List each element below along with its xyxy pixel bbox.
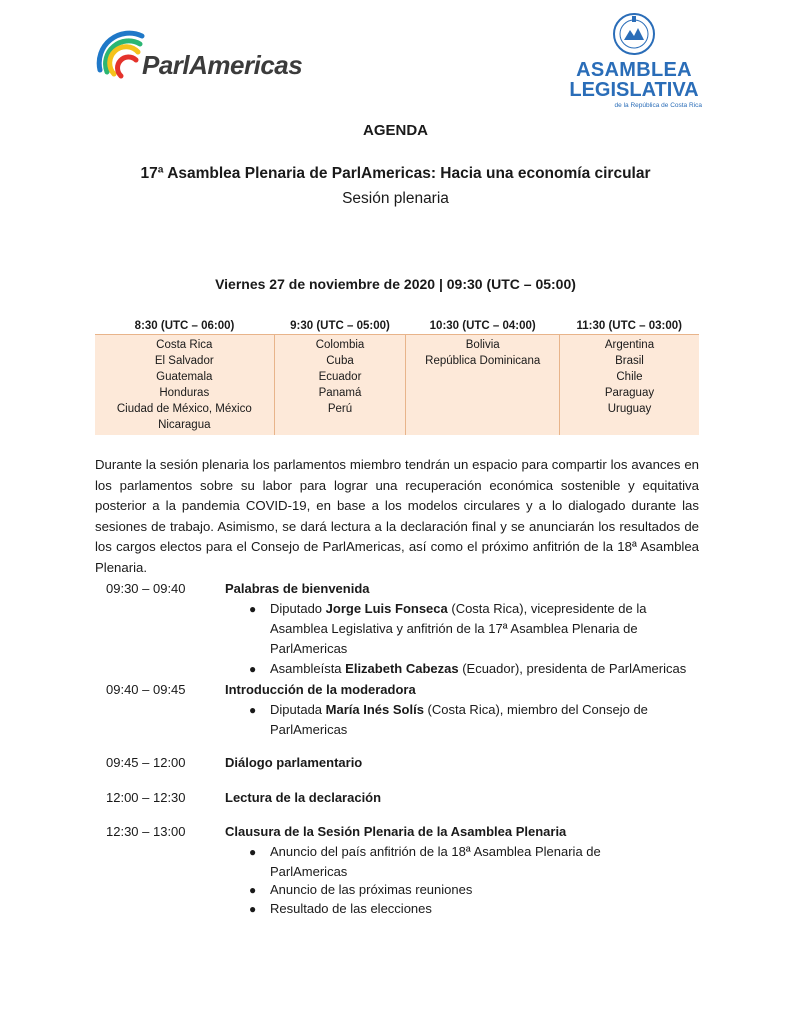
schedule-title: Diálogo parlamentario (225, 755, 363, 770)
schedule-time: 09:40 – 09:45 (106, 682, 186, 697)
schedule-time: 09:30 – 09:40 (106, 581, 186, 596)
event-subtitle: Sesión plenaria (342, 190, 449, 207)
bullet-text: (Costa Rica), miembro del Consejo de (423, 702, 648, 717)
country: El Salvador (154, 354, 214, 367)
parlamericas-logo-text: ParlAmericas (142, 50, 303, 80)
event-date: Viernes 27 de noviembre de 2020 | 09:30 (UTC – 05:00) (215, 276, 576, 292)
parlamericas-logo (94, 30, 324, 94)
speaker-name: Elizabeth Cabezas (345, 661, 459, 676)
country: Nicaragua (158, 418, 211, 431)
bullet-text: Resultado de las elecciones (270, 901, 432, 916)
bullet-icon: ● (249, 902, 257, 916)
bullet-icon: ● (249, 602, 257, 616)
country: Costa Rica (156, 338, 213, 351)
timezone-countries (559, 334, 699, 435)
country: Chile (616, 370, 643, 383)
schedule-bullet (270, 700, 700, 740)
country: Perú (327, 402, 353, 415)
bullet-text: (Ecuador), presidenta de ParlAmericas (458, 661, 687, 676)
country: Ecuador (318, 370, 362, 383)
schedule-time: 12:00 – 12:30 (106, 790, 186, 805)
schedule-bullet (270, 899, 700, 919)
schedule-time: 12:30 – 13:00 (106, 824, 186, 839)
asamblea-legislativa-logo (566, 10, 702, 114)
bullet-text: Asamblea Legislativa y anfitrión de la 17ª Asamblea Plenaria de (270, 621, 638, 636)
agenda-heading: AGENDA (362, 122, 428, 139)
logo-line-legislativa: LEGISLATIVA (569, 79, 699, 101)
country: Bolivia (465, 338, 500, 351)
bullet-text: Diputada (270, 702, 326, 717)
schedule-title: Lectura de la declaración (225, 790, 382, 805)
country: República Dominicana (425, 354, 541, 367)
bullet-icon: ● (249, 703, 257, 717)
bullet-text: ParlAmericas (270, 864, 348, 879)
bullet-text: Anuncio del país anfitrión de la 18ª Asamblea Plenaria de (270, 844, 601, 859)
schedule-bullet (270, 599, 700, 659)
timezone-header: 8:30 (UTC – 06:00) (95, 318, 274, 334)
country: Colombia (315, 338, 365, 351)
bullet-text: Anuncio de las próximas reuniones (270, 882, 473, 897)
schedule-bullet (270, 880, 700, 900)
logo-line-country: de la República de Costa Rica (614, 102, 702, 109)
bullet-text: (Costa Rica), vicepresidente de la (447, 601, 647, 616)
timezone-countries (406, 334, 560, 435)
country: Guatemala (156, 370, 213, 383)
timezone-header: 10:30 (UTC – 04:00) (406, 318, 560, 334)
country: Uruguay (607, 402, 652, 415)
bullet-icon: ● (249, 662, 257, 676)
timezone-header: 9:30 (UTC – 05:00) (274, 318, 406, 334)
schedule-title: Clausura de la Sesión Plenaria de la Asamblea Plenaria (225, 824, 567, 839)
country: Paraguay (604, 386, 655, 399)
country: Cuba (326, 354, 354, 367)
schedule-bullet (270, 659, 700, 679)
country: Panamá (318, 386, 362, 399)
bullet-text: Asambleísta (270, 661, 346, 676)
timezone-countries (95, 334, 274, 435)
schedule-title: Introducción de la moderadora (225, 682, 416, 697)
timezone-header: 11:30 (UTC – 03:00) (559, 318, 699, 334)
country: Argentina (604, 338, 655, 351)
country: Ciudad de México, México (116, 402, 252, 415)
timezone-countries (274, 334, 406, 435)
event-title: 17ª Asamblea Plenaria de ParlAmericas: Hacia una economía circular (140, 165, 651, 182)
bullet-text: ParlAmericas (270, 641, 348, 656)
schedule-title: Palabras de bienvenida (225, 581, 370, 596)
speaker-name: Jorge Luis Fonseca (325, 601, 448, 616)
coat-of-arms-icon (610, 10, 658, 58)
country: Brasil (615, 354, 644, 367)
bullet-text: Diputado (270, 601, 326, 616)
bullet-icon: ● (249, 883, 257, 897)
schedule-bullet (270, 842, 700, 882)
country: Honduras (159, 386, 210, 399)
timezone-table (95, 318, 699, 435)
intro-paragraph: Durante la sesión plenaria los parlamentos miembro tendrán un espacio para compartir los avances en los parlamentos sobre su labor para lograr una recuperación económica sostenible y equitativa posterior a la pandemia COVID-19, en base a los modelos circulares y a lo dialogado durante las sesiones de trabajo. Asimismo, se dará lectura a la declaración final y se anunciarán los resultados de los cargos electos para el Consejo de ParlAmericas, así como el próximo anfitrión de la 18ª Asamblea Plenaria. (95, 457, 699, 575)
bullet-icon: ● (249, 845, 257, 859)
logo-line-asamblea: ASAMBLEA (576, 59, 692, 81)
speaker-name: María Inés Solís (325, 702, 424, 717)
schedule-time: 09:45 – 12:00 (106, 755, 186, 770)
bullet-text: ParlAmericas (270, 722, 348, 737)
